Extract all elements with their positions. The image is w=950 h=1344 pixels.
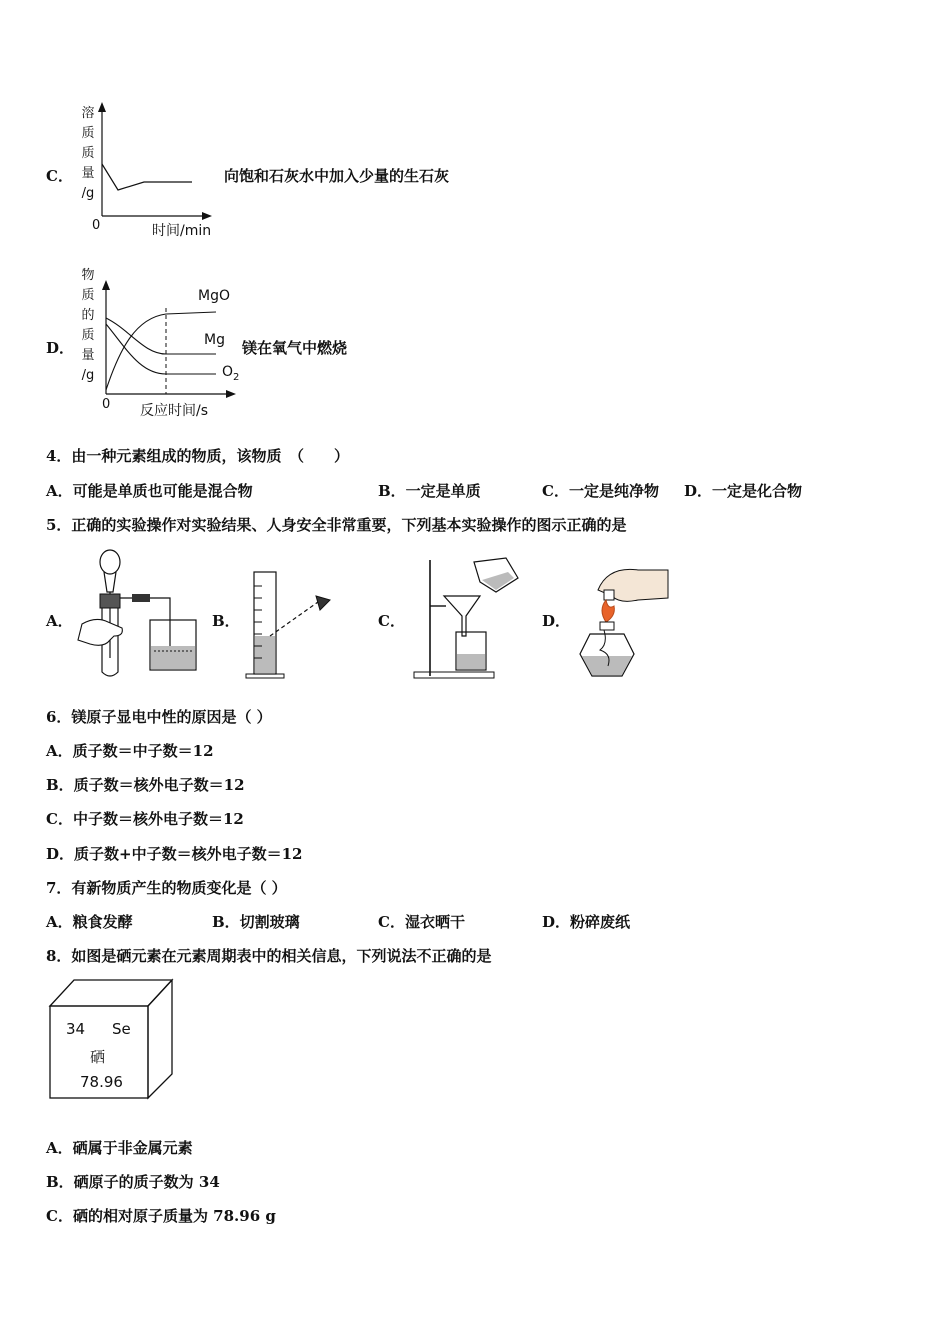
- q8-stem: 8．如图是硒元素在元素周期表中的相关信息，下列说法不正确的是: [46, 947, 492, 965]
- graph-d-x-axis-label: 反应时间/s: [140, 403, 209, 419]
- q4-stem: 4．由一种元素组成的物质，该物质 （ ）: [46, 447, 349, 465]
- q6-option-c: C．中子数＝核外电子数＝12: [46, 810, 244, 828]
- graph-c-y-axis-label: [78, 104, 98, 204]
- cylinder-liquid: [255, 636, 275, 673]
- graduated-cylinder-reading: [240, 566, 340, 680]
- y-axis-char: 质: [81, 288, 95, 303]
- q4-option-d: D．一定是化合物: [684, 482, 803, 500]
- graph-c-caption: 向饱和石灰水中加入少量的生石灰: [224, 167, 450, 185]
- y-axis-char: 物: [81, 268, 95, 283]
- option-c-label: C．: [46, 167, 73, 185]
- graph-d-caption: 镁在氧气中燃烧: [242, 339, 348, 357]
- element-atomic-number: 34: [66, 1020, 86, 1038]
- graph-c-origin: 0: [92, 218, 101, 233]
- filtration-apparatus: [410, 552, 522, 682]
- element-name: 硒: [90, 1048, 106, 1066]
- q6-stem: 6．镁原子显电中性的原因是（ ）: [46, 708, 272, 726]
- element-symbol: Se: [112, 1020, 131, 1038]
- q8-option-a: A．硒属于非金属元素: [46, 1139, 193, 1157]
- mg-curve: [106, 318, 216, 354]
- eye-icon: [316, 596, 330, 610]
- y-axis-char: 质: [81, 328, 95, 343]
- graph-d-origin: 0: [102, 397, 111, 412]
- flame: [602, 600, 614, 622]
- q5-option-b-label: B．: [212, 612, 240, 630]
- graph-c: [96, 100, 216, 224]
- q4-option-b: B．一定是单质: [378, 482, 481, 500]
- q6-option-d: D．质子数+中子数＝核外电子数＝12: [46, 845, 303, 863]
- lamp-ignition: [568, 558, 674, 682]
- y-axis-arrow: [98, 102, 106, 112]
- mgo-label: MgO: [198, 288, 230, 304]
- q8-option-b: B．硒原子的质子数为 34: [46, 1173, 220, 1191]
- q4-option-c: C．一定是纯净物: [542, 482, 659, 500]
- x-axis-arrow: [226, 390, 236, 398]
- option-d-label: D．: [46, 339, 75, 357]
- y-axis-arrow: [102, 280, 110, 290]
- q5-option-d-label: D．: [542, 612, 571, 630]
- q5-stem: 5．正确的实验操作对实验结果、人身安全非常重要，下列基本实验操作的图示正确的是: [46, 516, 627, 534]
- y-axis-char: 质: [81, 146, 95, 161]
- y-axis-char: 溶: [81, 106, 95, 121]
- q5-option-a-label: A．: [46, 612, 73, 630]
- q7-option-a: A．粮食发酵: [46, 913, 133, 931]
- q7-option-b: B．切割玻璃: [212, 913, 300, 931]
- q7-option-d: D．粉碎废纸: [542, 913, 631, 931]
- q7-stem: 7．有新物质产生的物质变化是（ ）: [46, 879, 287, 897]
- y-axis-char: /g: [81, 186, 95, 201]
- q8-option-c: C．硒的相对原子质量为 78.96 g: [46, 1207, 276, 1225]
- q6-option-a: A．质子数＝中子数＝12: [46, 742, 214, 760]
- filtrate: [457, 654, 485, 669]
- x-axis-arrow: [202, 212, 212, 220]
- o2-label-symbol: O: [222, 364, 234, 380]
- y-axis-char: 量: [81, 348, 95, 363]
- mgo-curve: [106, 312, 216, 390]
- y-axis-char: 质: [81, 126, 95, 141]
- q6-option-b: B．质子数＝核外电子数＝12: [46, 776, 245, 794]
- q7-option-c: C．湿衣晒干: [378, 913, 465, 931]
- y-axis-char: 的: [81, 308, 95, 323]
- q5-option-c-label: C．: [378, 612, 405, 630]
- o2-label: [222, 364, 239, 383]
- graph-c-x-axis-label: 时间/min: [152, 223, 212, 239]
- beaker-water: [151, 646, 195, 669]
- airtightness-check-apparatus: [74, 548, 200, 680]
- y-axis-char: /g: [81, 368, 95, 383]
- element-atomic-mass: 78.96: [80, 1073, 123, 1091]
- o2-label-subscript: 2: [233, 371, 240, 383]
- mg-label: Mg: [204, 332, 225, 348]
- q4-option-a: A．可能是单质也可能是混合物: [46, 482, 253, 500]
- y-axis-char: 量: [81, 166, 95, 181]
- solute-mass-curve: [102, 164, 192, 190]
- graph-d-y-axis-label: [78, 266, 98, 386]
